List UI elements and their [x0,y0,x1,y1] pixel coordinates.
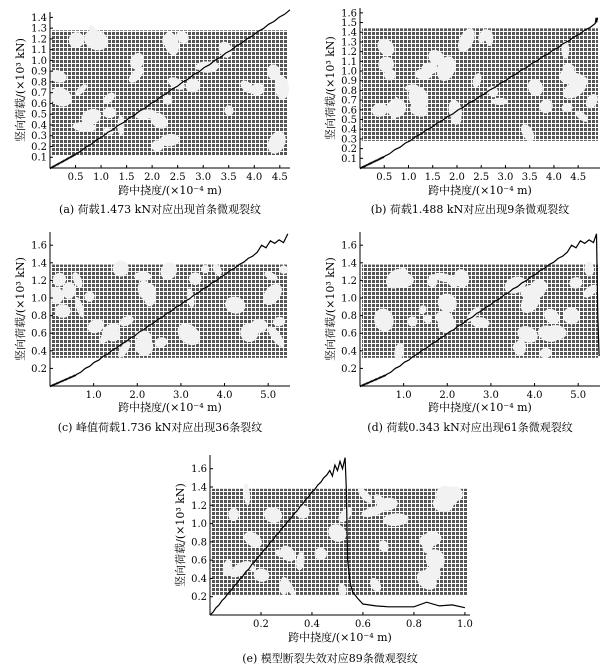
y-tick-label: 0.7 [341,95,357,107]
x-tick-label: 0.5 [67,172,84,183]
panel-caption: (c) 峰值荷载1.736 kN对应出现36条裂纹 [57,421,263,434]
y-tick-label: 1.0 [191,519,207,531]
x-tick-label: 1.0 [456,619,473,630]
x-tick-label: 4.5 [570,172,587,183]
y-tick-label: 1.4 [191,482,207,494]
y-tick-label: 1.2 [31,275,47,287]
x-tick-label: 2.5 [473,172,490,183]
x-tick-label: 4.0 [246,172,263,183]
y-tick-label: 0.1 [341,153,357,165]
y-tick-label: 0.4 [341,124,357,136]
y-tick-label: 0.6 [31,328,47,340]
y-tick-label: 0.8 [31,311,47,323]
y-tick-label: 1.6 [31,240,47,252]
x-tick-label: 2.0 [129,390,146,401]
y-tick-label: 0.4 [31,346,47,358]
x-tick-label: 4.0 [526,390,543,401]
y-tick-label: 0.6 [341,328,357,340]
x-tick-label: 1.0 [93,172,110,183]
y-tick-label: 1.0 [341,66,357,78]
x-tick-label: 1.0 [400,172,417,183]
y-tick-label: 0.5 [341,115,357,127]
x-tick-label: 3.0 [482,390,499,401]
y-axis-label: 竖向荷载/(×10³ kN) [324,257,337,361]
y-tick-label: 1.0 [31,293,47,305]
x-tick-label: 1.5 [424,172,441,183]
y-tick-label: 0.9 [341,76,357,88]
y-tick-label: 0.8 [191,537,207,549]
y-tick-label: 0.2 [31,141,47,153]
y-tick-label: 0.3 [341,134,357,146]
y-tick-label: 1.5 [341,18,357,30]
x-axis-label: 跨中挠度/(×10⁻⁴ m) [118,401,222,414]
y-tick-label: 1.1 [341,56,357,68]
y-tick-label: 1.4 [31,258,47,270]
x-tick-label: 4.5 [271,172,288,183]
y-tick-label: 0.6 [191,555,207,567]
y-tick-label: 1.1 [31,45,47,57]
y-axis-label: 竖向荷载/(×10³ kN) [324,36,337,140]
y-tick-label: 0.6 [31,98,47,110]
y-tick-label: 0.6 [341,105,357,117]
y-tick-label: 1.2 [341,275,357,287]
y-tick-label: 0.1 [31,152,47,164]
x-tick-label: 0.6 [354,619,371,630]
y-tick-label: 0.4 [341,346,357,358]
y-tick-label: 0.2 [341,363,357,375]
chart-panel-4 [323,232,600,434]
chart-panel-1 [13,10,290,216]
y-tick-label: 1.3 [31,23,47,35]
x-tick-label: 0.2 [253,619,269,630]
panel-caption: (b) 荷载1.488 kN对应出现9条微观裂纹 [370,203,570,216]
y-tick-label: 1.0 [341,293,357,305]
y-tick-label: 1.0 [31,55,47,67]
x-axis-label: 跨中挠度/(×10⁻⁴ m) [428,184,532,197]
x-tick-label: 3.5 [220,172,237,183]
panel-caption: (e) 模型断裂失效对应89条微观裂纹 [242,652,418,665]
x-tick-label: 4.0 [545,172,562,183]
x-tick-label: 3.0 [497,172,514,183]
chart-panel-5 [173,455,473,665]
y-tick-label: 1.4 [31,12,47,24]
y-tick-label: 0.2 [341,144,357,156]
x-tick-label: 1.0 [395,390,412,401]
y-axis-label: 竖向荷载/(×10³ kN) [14,257,27,361]
y-tick-label: 0.4 [191,573,207,585]
y-tick-label: 0.2 [31,363,47,375]
y-tick-label: 0.4 [31,120,47,132]
x-axis-label: 跨中挠度/(×10⁻⁴ m) [428,401,532,414]
y-tick-label: 0.9 [31,66,47,78]
x-axis-label: 跨中挠度/(×10⁻⁴ m) [118,184,222,197]
y-tick-label: 1.4 [341,258,357,270]
x-tick-label: 3.5 [521,172,538,183]
chart-panel-2 [323,8,600,216]
y-tick-label: 1.3 [341,37,357,49]
panel-caption: (a) 荷载1.473 kN对应出现首条微观裂纹 [59,203,261,216]
y-tick-label: 1.2 [191,500,207,512]
y-tick-label: 1.2 [31,34,47,46]
x-tick-label: 2.5 [169,172,186,183]
y-tick-label: 1.4 [341,27,357,39]
x-tick-label: 0.5 [376,172,393,183]
y-tick-label: 1.6 [191,464,207,476]
y-tick-label: 0.8 [341,311,357,323]
x-tick-label: 4.0 [216,390,233,401]
y-tick-label: 0.3 [31,131,47,143]
y-tick-label: 0.2 [191,592,207,604]
x-tick-label: 5.0 [260,390,277,401]
y-tick-label: 1.6 [341,240,357,252]
x-tick-label: 2.0 [449,172,465,183]
aggregate-blob [491,98,508,105]
x-tick-label: 0.4 [304,619,320,630]
y-tick-label: 1.6 [341,8,357,20]
chart-panel-3 [13,232,290,434]
y-tick-label: 0.5 [31,109,47,121]
y-axis-label: 竖向荷载/(×10³ kN) [174,483,187,587]
x-tick-label: 0.8 [405,619,422,630]
x-tick-label: 2.0 [144,172,161,183]
x-tick-label: 5.0 [570,390,587,401]
y-tick-label: 0.7 [31,88,47,100]
x-tick-label: 1.5 [118,172,135,183]
y-axis-label: 竖向荷载/(×10³ kN) [14,38,27,142]
y-tick-label: 0.8 [341,85,357,97]
x-tick-label: 3.0 [195,172,212,183]
y-tick-label: 1.2 [341,47,357,59]
x-tick-label: 3.0 [172,390,189,401]
x-tick-label: 2.0 [439,390,456,401]
panel-caption: (d) 荷载0.343 kN对应出现61条微观裂纹 [367,421,573,434]
x-tick-label: 1.0 [85,390,102,401]
x-axis-label: 跨中挠度/(×10⁻⁴ m) [288,631,392,644]
y-tick-label: 0.8 [31,77,47,89]
